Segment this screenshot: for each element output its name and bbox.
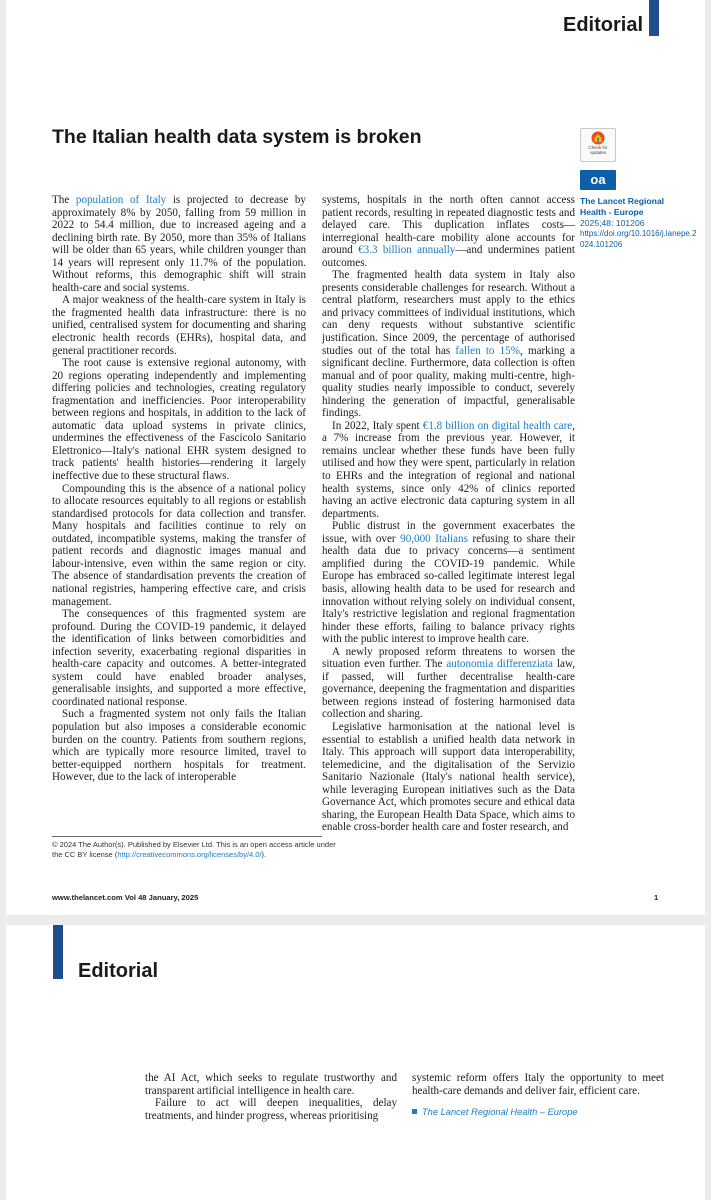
accent-bar: [649, 0, 659, 36]
paragraph: Such a fragmented system not only fails the Italian population but also imposes a considerable economic burden on the country. Patients from southern regions, which are typically more resource limited, travel to better-equipped northern hospitals for treatment. However, due to the lack of interoperable: [52, 708, 306, 784]
journal-name-line2: Health - Europe: [580, 207, 644, 217]
footnote-divider: [52, 836, 322, 837]
crossmark-label-2: updates: [589, 150, 606, 155]
italians-link[interactable]: 90,000 Italians: [400, 532, 468, 545]
journal-page-1: [6, 0, 705, 915]
article-title: The Italian health data system is broken: [52, 126, 422, 148]
paragraph: In 2022, Italy spent €1.8 billion on digital health care, a 7% increase from the previous year. However, it remains unclear whether these funds have been fully utilised and how they were spent, particularly in relation to EHRs and the integration of regional and national health systems, since only 42% of clinics reported having an active electronic data capturing system in all departments.: [322, 419, 575, 520]
journal-name-line1: The Lancet Regional: [580, 196, 665, 206]
body-column-2: [322, 194, 575, 834]
signature-text: The Lancet Regional Health – Europe: [422, 1107, 578, 1118]
paragraph: A major weakness of the health-care system in Italy is the fragmented health data infrastructure: there is no unified, centralised system for documenting and sharing electronic health records (EHRs), hospital data, and general practitioner records.: [52, 294, 306, 357]
section-label: Editorial: [78, 960, 159, 982]
paragraph: systems, hospitals in the north often cannot access patient records, resulting in repeated diagnostic tests and delayed care. This duplication inflates costs—interregional health-care mobility alone accounts for around €3.3 billion annually—and undermines patient outcomes.: [322, 194, 575, 269]
paragraph: Public distrust in the government exacerbates the issue, with over 90,000 Italians refusing to share their health data due to privacy concerns—a sentiment amplified during the COVID-19 pandemic. While Europe has embraced so-called legitimate interest legal basis, allowing health data to be used for research and innovation without relying solely on individual consent, Italy's restrictive legislation and regional fragmentation hinder these efforts, failing to balance privacy rights with the public interest to improve health care.: [322, 520, 576, 646]
paragraph: The consequences of this fragmented system are profound. During the COVID-19 pandemic, it delayed the identification of links between comorbidities and infection severity, exacerbating regional disparities in health-care capacity and outcomes. A better-integrated system could have enabled broader analyses, generalisable insights, and supported a more effective, coordinated national response.: [52, 608, 306, 708]
paragraph: A newly proposed reform threatens to worsen the situation even further. The autonomia differenziata law, if passed, will further decentralise health-care governance, deepening the fragmentation and disparities between regions instead of fostering harmonised data collection and sharing.: [322, 645, 576, 721]
crossmark-label-1: Check for: [588, 145, 608, 150]
body-column-2: [412, 1072, 664, 1119]
paragraph: The fragmented health data system in Italy also presents considerable challenges for research. Without a central platform, researchers must apply to the ethics and privacy committees of individual institutions, which can deny requests without substantive scientific justification. Since 2009, the percentage of authorised studies out of the total has fallen to 15%, marking a significant decline. Furthermore, data collection is often manual and of poor quality, making multi-centre, high-quality studies nearly impossible to conduct, severely hindering the generation of impactful, generalisable findings.: [322, 269, 576, 420]
studies-link[interactable]: fallen to 15%: [455, 344, 520, 357]
author-signature: [412, 1106, 664, 1119]
paragraph: the AI Act, which seeks to regulate trustworthy and transparent artificial intelligence in health care.: [145, 1072, 397, 1097]
paragraph: Failure to act will deepen inequalities, delay treatments, and hinder progress, whereas prioritising: [145, 1097, 397, 1122]
journal-page-2: [6, 925, 705, 1200]
license-footnote: © 2024 The Author(s). Published by Elsevier Ltd. This is an open access article under the CC BY license (http://creativecommons.org/licenses/by/4.0/).: [52, 840, 336, 859]
spending-link[interactable]: €1.8 billion on digital health care: [422, 419, 573, 432]
license-link[interactable]: http://creativecommons.org/licenses/by/4.0/: [117, 850, 262, 859]
paragraph: Compounding this is the absence of a national policy to allocate resources equitably to all regions or establish standardised protocols for data collection and transfer. Many hospitals and facilities continue to rely on outdated, incompatible systems, making the transfer of patient records and diagnostic images manual and labour-intensive, even within the same region or city. The absence of standardisation prevents the creation of national registries, hampering effective care, and crisis management.: [52, 482, 306, 608]
paragraph: Legislative harmonisation at the national level is essential to establish a unified health data network in Italy. This approach will support data interoperability, telemedicine, and the digitalisation of the Servizio Sanitario Nazionale (Italy's national health service), while leveraging European initiatives such as the Data Governance Act, which promotes secure and ethical data sharing, the European Health Data Space, which aims to enable cross-border health care and foster research, and: [322, 720, 575, 834]
section-label: Editorial: [563, 14, 644, 36]
page-footer-journal: www.thelancet.com Vol 48 January, 2025: [52, 893, 199, 902]
population-link[interactable]: population of Italy: [75, 194, 167, 206]
body-column-1: [145, 1072, 397, 1122]
paragraph: The population of Italy is projected to decrease by approximately 8% by 2050, falling from 59 million in 2022 to 54.4 million, due to increased ageing and a declining birth rate. By 2050, more than 35% of Italians will be older than 65 years, while children younger than 14 years will represent only 11.7% of the population. Without reforms, this demographic shift will strain health-care and social systems.: [52, 194, 306, 294]
crossmark-icon: [581, 131, 615, 145]
article-sidebar: [580, 128, 698, 250]
autonomia-link[interactable]: autonomia differenziata: [446, 658, 553, 671]
accent-bar: [53, 925, 63, 979]
cost-link[interactable]: €3.3 billion annually: [358, 244, 456, 257]
open-access-badge: oa: [580, 170, 616, 190]
check-for-updates-badge[interactable]: [580, 128, 616, 162]
paragraph: systemic reform offers Italy the opportunity to meet health-care demands and deliver fair, efficient care.: [412, 1072, 664, 1097]
signature-square-icon: [412, 1109, 417, 1114]
paragraph: The root cause is extensive regional autonomy, with 20 regions operating independently and implementing differing policies and technologies, creating regulatory fragmentation and inefficiencies. Poor interoperability between regions and hospitals, in addition to the lack of automatic data upload systems in private clinics, undermines the effectiveness of the Fascicolo Sanitario Elettronico—Italy's national EHR system designed to track patients' health histories—rendering it largely ineffective due to these structural flaws.: [52, 357, 306, 483]
page-number: 1: [654, 893, 659, 902]
citation: 2025;48: 101206: [580, 218, 645, 228]
doi-link[interactable]: https://doi.org/10.1016/j.lanepe.2024.101206: [580, 229, 697, 249]
journal-name: [580, 196, 698, 218]
body-column-1: [52, 194, 306, 784]
